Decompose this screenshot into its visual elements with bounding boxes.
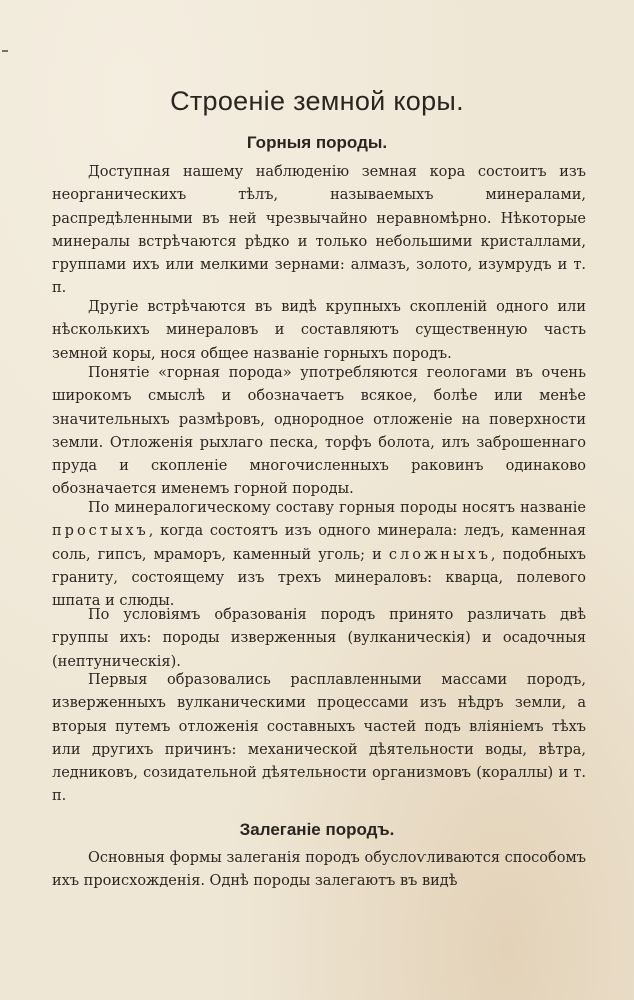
- paragraph-rock-concept: Понятіе «горная порода» употребляются геологами въ очень широкомъ смыслѣ и обозначаетъ всякое, болѣе или менѣе значительныхъ размѣровъ, однородное отложеніе на поверхности земли. Отложенія рыхлаго песка, торфъ болота, илъ заброшеннаго пруда и скопленіе многочисленныхъ раковинъ одинаково обозначается именемъ горной породы.: [52, 365, 586, 498]
- section-heading-bedding: Залеганіе породъ.: [239, 820, 395, 839]
- margin-mark: [2, 50, 8, 52]
- composition-text-c: , подобныхъ граниту, состоящему изъ трехъ минераловъ: кварца, полевого шпата и слюды.: [52, 546, 587, 610]
- composition-text-b: , когда состоятъ изъ одного минерала: ледъ, каменная соль, гипсъ, мраморъ, каменный уголь; и: [52, 523, 586, 563]
- composition-text-a: По минералогическому составу горныя породы носятъ названіе: [88, 500, 586, 516]
- term-simple: простыхъ: [52, 523, 149, 540]
- paragraph-rock-definition: Другіе встрѣчаются въ видѣ крупныхъ скопленій одного или нѣсколькихъ минераловъ и составляютъ существенную часть земной коры, нося общее названіе горныхъ породъ.: [52, 299, 586, 362]
- paragraph-minerals: Доступная нашему наблюденію земная кора состоитъ изъ неорганическихъ тѣлъ, называемыхъ минералами, распредѣленными въ ней чрезвычайно неравномѣрно. Нѣкоторые минералы встрѣчаются рѣдко и только небольшими кристаллами, группами ихъ или мелкими зернами: алмазъ, золото, изумрудъ и т. п.: [52, 164, 586, 297]
- paragraph-bedding-forms: Основныя формы залеганія породъ обуслоѵливаются способомъ ихъ происхожденія. Однѣ породы залегаютъ въ видѣ: [52, 850, 586, 890]
- section-heading-rocks: Горныя породы.: [246, 133, 388, 152]
- paragraph-formation-groups: По условіямъ образованія породъ принято различать двѣ группы ихъ: породы изверженныя (вулканическія) и осадочныя (нептуническія).: [52, 607, 586, 670]
- paragraph-formation-processes: Первыя образовались расплавленными массами породъ, изверженныхъ вулканическими процессами изъ нѣдръ земли, а вторыя путемъ отложенія составныхъ частей подъ вліяніемъ тѣхъ или другихъ причинъ: механической дѣятельности воды, вѣтра, ледниковъ, созидательной дѣятельности организмовъ (кораллы) и т. п.: [52, 672, 586, 805]
- page-title: Строеніе земной коры.: [170, 86, 464, 116]
- paragraph-composition: [52, 497, 586, 613]
- term-complex: сложныхъ: [388, 546, 491, 563]
